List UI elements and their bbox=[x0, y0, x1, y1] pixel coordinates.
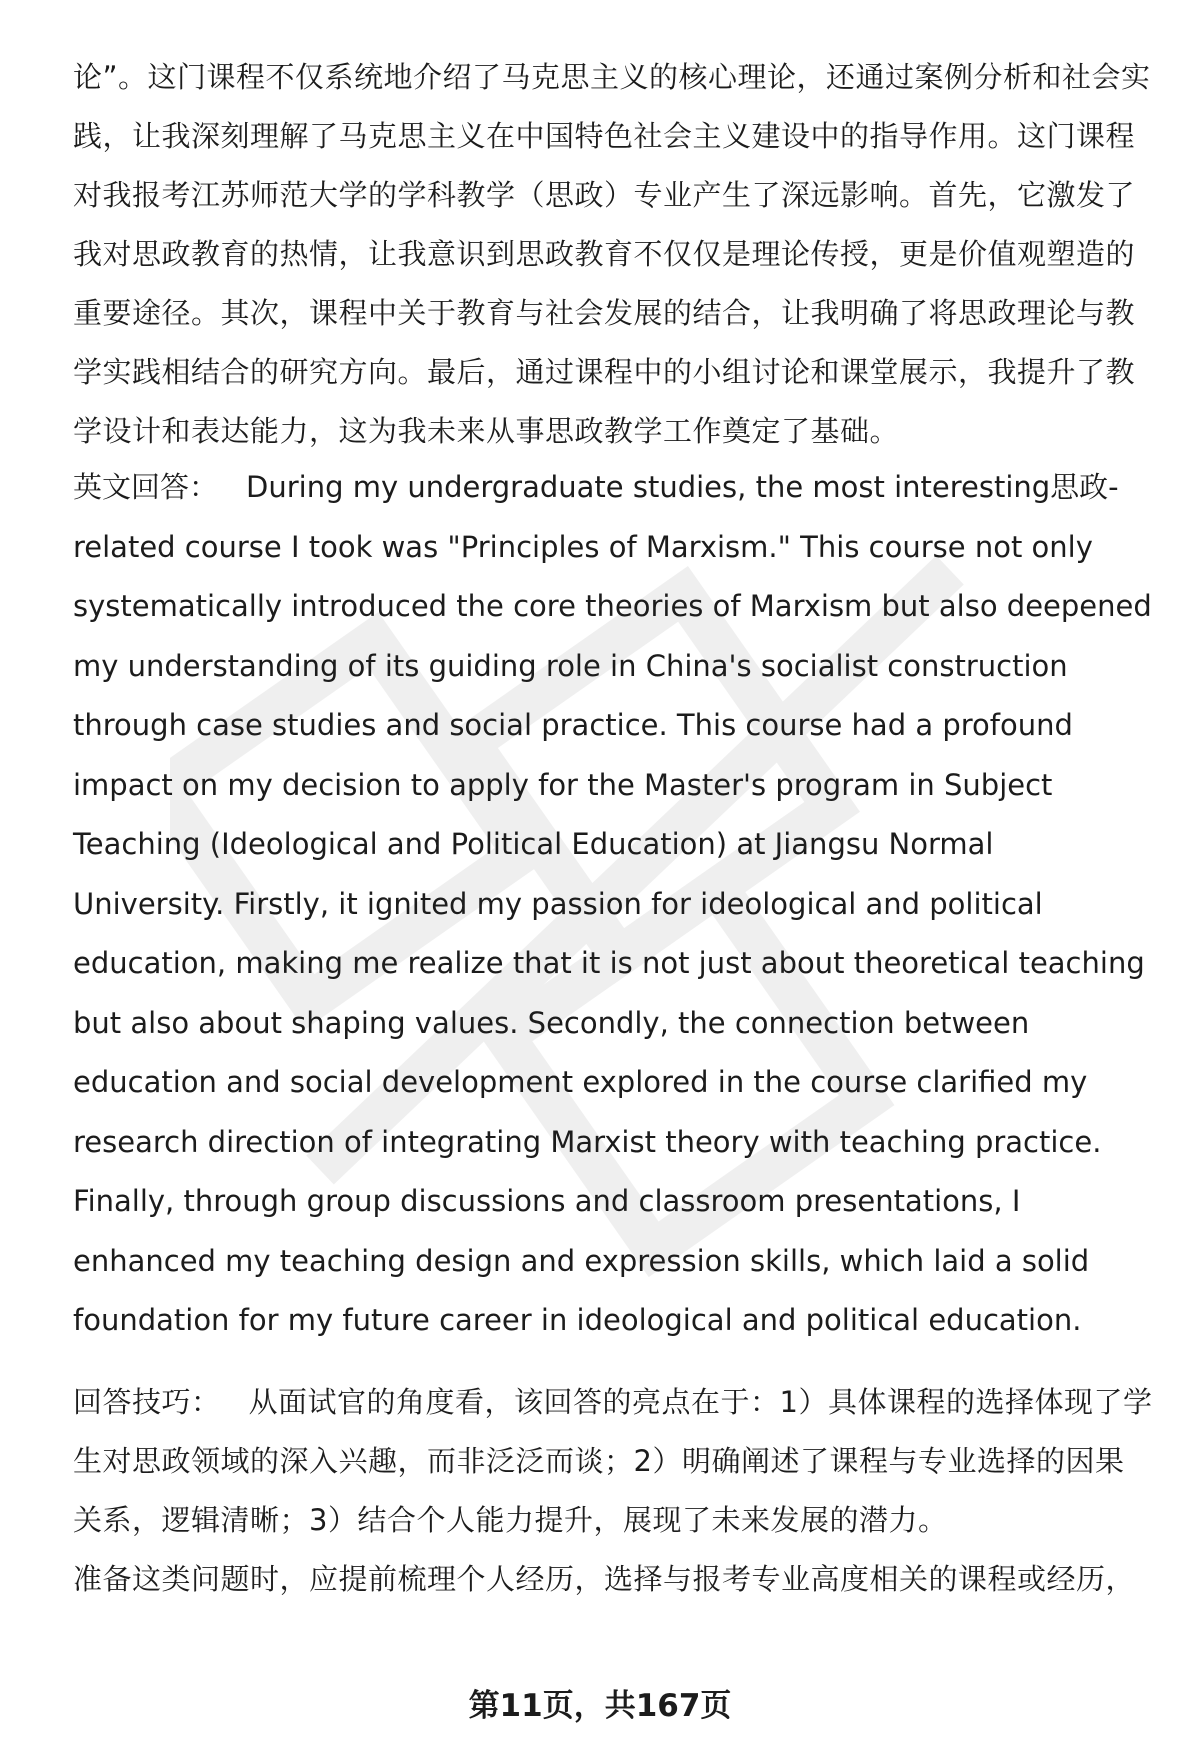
preparation-advice-paragraph: 准备这类问题时，应提前梳理个人经历，选择与报考专业高度相关的课程或经历， bbox=[73, 1561, 1136, 1596]
document-body bbox=[73, 48, 1153, 1609]
english-answer-label: 英文回答： bbox=[73, 470, 219, 504]
english-answer-text: During my undergraduate studies, the most interesting思政-related course I took was "Principles of Marxism." This course not only systematically introduced the core theories of Marxism but also deepened my understanding of its guiding role in China's socialist construction through case studies and social practice. This course had a profound impact on my decision to apply for the Master's program in Subject Teaching (Ideological and Political Education) at Jiangsu Normal University. Firstly, it ignited my passion for ideological and political education, making me realize that it is not just about theoretical teaching but also about shaping values. Secondly, the connection between education and social development explored in the course clarified my research direction of integrating Marxist theory with teaching practice. Finally, through group discussions and classroom presentations, I enhanced my teaching design and expression skills, which laid a solid foundation for my future career in ideological and political education. bbox=[73, 470, 1152, 1337]
paragraph-spacer bbox=[73, 1351, 1153, 1373]
answer-tips-text: 从面试官的角度看，该回答的亮点在于：1）具体课程的选择体现了学生对思政领域的深入兴趣，而非泛泛而谈；2）明确阐述了课程与专业选择的因果关系，逻辑清晰；3）结合个人能力提升，展现了未来发展的潜力。 bbox=[73, 1384, 1153, 1537]
answer-tips-paragraph bbox=[73, 1373, 1153, 1550]
page-number-footer: 第11页，共167页 bbox=[468, 1688, 732, 1724]
chinese-answer-paragraph: 论”。这门课程不仅系统地介绍了马克思主义的核心理论，还通过案例分析和社会实践，让我深刻理解了马克思主义在中国特色社会主义建设中的指导作用。这门课程对我报考江苏师范大学的学科教学（思政）专业产生了深远影响。首先，它激发了我对思政教育的热情，让我意识到思政教育不仅仅是理论传授，更是价值观塑造的重要途径。其次，课程中关于教育与社会发展的结合，让我明确了将思政理论与教学实践相结合的研究方向。最后，通过课程中的小组讨论和课堂展示，我提升了教学设计和表达能力，这为我未来从事思政教学工作奠定了基础。 bbox=[73, 60, 1151, 448]
english-answer-paragraph bbox=[73, 458, 1153, 1351]
answer-tips-label: 回答技巧： bbox=[73, 1384, 221, 1419]
